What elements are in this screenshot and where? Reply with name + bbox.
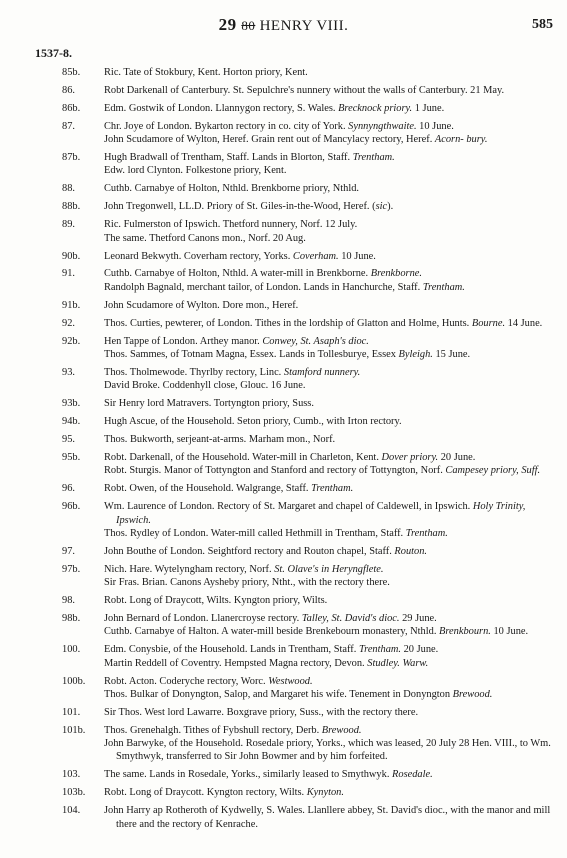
entry-row bbox=[0, 200, 567, 213]
entry-plain-text: Leonard Bekwyth. Coverham rectory, Yorks. bbox=[104, 250, 293, 262]
entry-paragraph bbox=[104, 164, 551, 177]
entry-paragraph bbox=[104, 594, 551, 607]
entry-text bbox=[104, 804, 551, 831]
entry-text bbox=[104, 786, 551, 799]
entry-date: ). bbox=[387, 201, 394, 213]
entry-number: 86b. bbox=[62, 102, 81, 114]
entry-row bbox=[0, 397, 567, 410]
entry-plain-text: Cuthb. Carnabye of Halton. A water-mill beside Brenkebourn monastery, Nthld. bbox=[104, 626, 437, 638]
entry-paragraph bbox=[104, 433, 551, 446]
entry-paragraph bbox=[104, 482, 551, 495]
page-number: 585 bbox=[532, 17, 553, 32]
entry-italic-house: Trentham. bbox=[358, 644, 402, 656]
entry-date: 10 June. bbox=[416, 120, 454, 132]
entry-italic-house: bury. bbox=[466, 134, 488, 146]
entry-date: 29 June. bbox=[399, 613, 437, 624]
entry-text bbox=[104, 335, 551, 348]
entry-plain-text: 28 Hen. VIII., to Wm. Smythwyk, transferred to Sir John Bowmer and by him forfeited. bbox=[116, 738, 551, 763]
entry-text bbox=[104, 200, 551, 213]
entry-row bbox=[0, 563, 567, 576]
entry-row bbox=[0, 675, 567, 688]
entry-paragraph bbox=[104, 625, 551, 638]
entry-number: 88b. bbox=[62, 201, 81, 213]
entry-row bbox=[0, 804, 567, 831]
entry-italic-house: Routon. bbox=[394, 545, 428, 557]
entry-plain-text: Robt. Sturgis. Manor of Tottyngton and Stanford and rectory of Tottyngton, Norf. bbox=[104, 465, 443, 477]
entry-paragraph bbox=[104, 768, 551, 781]
entry-text bbox=[104, 576, 551, 589]
entry-plain-text: Sir Henry lord Matravers. Tortyngton priory, Suss. bbox=[104, 398, 314, 410]
entry-text bbox=[104, 299, 551, 312]
entry-plain-text: Wm. Laurence of London. Rectory of St. Margaret and chapel of Caldewell, in Ipswich. bbox=[104, 501, 471, 513]
entry-text bbox=[104, 281, 551, 294]
entry-text bbox=[104, 612, 551, 625]
entry-row bbox=[0, 657, 567, 670]
entry-row bbox=[0, 299, 567, 312]
entry-row bbox=[0, 737, 567, 764]
entry-italic-house: Rosedale. bbox=[392, 769, 433, 781]
entry-paragraph bbox=[104, 563, 551, 576]
entry-row bbox=[0, 250, 567, 263]
entry-plain-text: the manor and mill there and the rectory of Kenrache. bbox=[116, 805, 551, 830]
entry-row bbox=[0, 84, 567, 97]
entry-date: 1 June. bbox=[412, 102, 445, 114]
entry-number: 95. bbox=[62, 434, 75, 446]
entry-row bbox=[0, 164, 567, 177]
entry-plain-text: Ric. Tate of Stokbury, Kent. Horton priory, Kent. bbox=[104, 67, 308, 78]
entry-text bbox=[104, 594, 551, 607]
entry-number: 87. bbox=[62, 120, 75, 132]
entry-plain-text: Thos. Tholmewode. Thyrlby rectory, Linc. bbox=[104, 366, 284, 378]
entry-paragraph bbox=[104, 366, 551, 379]
entry-plain-text: John Tregonwell, LL.D. Priory of St. Giles-in-the-Wood, Heref. ( bbox=[104, 201, 376, 213]
entry-plain-text: Hen Tappe of London. Arthey manor. bbox=[104, 335, 263, 347]
entry-plain-text: Robt. Acton. Coderyche rectory, Worc. bbox=[104, 675, 269, 687]
entry-italic-house: Brenkbourn. bbox=[439, 626, 491, 638]
entry-italic-house: Talley, St. David's dioc. bbox=[301, 613, 400, 624]
entry-row bbox=[0, 724, 567, 737]
entry-text bbox=[104, 267, 551, 280]
entry-paragraph bbox=[104, 200, 551, 213]
entry-text bbox=[104, 643, 551, 656]
entry-italic-house: Conwey, St. Asaph's dioc. bbox=[262, 335, 369, 347]
entry-row bbox=[0, 482, 567, 495]
entry-row bbox=[0, 464, 567, 477]
entry-paragraph bbox=[104, 545, 551, 558]
reign-stamp-old: 80 bbox=[241, 18, 256, 33]
entry-paragraph bbox=[104, 182, 551, 195]
entry-paragraph bbox=[104, 688, 551, 701]
entry-plain-text: Thos. Bukworth, serjeant-at-arms. Marham mon., Norf. bbox=[104, 434, 336, 446]
entry-number: 98b. bbox=[62, 613, 81, 624]
entry-text bbox=[104, 625, 551, 638]
entry-number: 90b. bbox=[62, 250, 81, 262]
entry-text bbox=[104, 366, 551, 379]
entry-paragraph bbox=[104, 84, 551, 97]
entry-text bbox=[104, 724, 551, 737]
entry-plain-text: The same. Lands in Rosedale, Yorks., similarly leased to Smythwyk. bbox=[104, 769, 393, 781]
entry-paragraph bbox=[104, 66, 551, 79]
entry-paragraph bbox=[104, 120, 551, 133]
entry-number: 96. bbox=[62, 483, 75, 495]
entry-italic-house: Bourne. bbox=[471, 317, 506, 329]
entry-paragraph bbox=[104, 737, 551, 764]
reign-stamp-new: 29 bbox=[218, 15, 237, 34]
entry-number: 92. bbox=[62, 317, 75, 329]
entry-row bbox=[0, 415, 567, 428]
entry-number: 100. bbox=[62, 644, 81, 656]
entry-italic-house: Brewood. bbox=[321, 724, 362, 736]
running-header bbox=[0, 14, 567, 36]
entry-italic-house: Holy Trinity, Ipswich. bbox=[116, 501, 526, 526]
entry-number: 91b. bbox=[62, 299, 81, 311]
entry-plain-text: John Scudamore of Wylton. Dore mon., Heref. bbox=[104, 299, 299, 311]
entry-row bbox=[0, 594, 567, 607]
entry-row bbox=[0, 102, 567, 115]
entry-plain-text: John Bouthe of London. Seightford rectory and Routon chapel, Staff. bbox=[104, 545, 395, 557]
entry-row bbox=[0, 120, 567, 133]
entry-plain-text: The same. Thetford Canons mon., Norf. 20 Aug. bbox=[104, 232, 306, 244]
entry-text bbox=[104, 182, 551, 195]
entry-italic-house: Brewood. bbox=[452, 688, 493, 700]
entry-italic-house: Stamford nunnery. bbox=[283, 366, 361, 378]
entry-paragraph bbox=[104, 804, 551, 831]
entry-text bbox=[104, 688, 551, 701]
entry-plain-text: Robt Darkenall of Canterbury. St. Sepulchre's nunnery without the walls of Canterbury. bbox=[104, 84, 468, 96]
entry-row bbox=[0, 335, 567, 348]
entry-italic-house: sic bbox=[375, 201, 388, 213]
entry-paragraph bbox=[104, 415, 551, 428]
entry-plain-text: Thos. Grenehalgh. Tithes of Fybshull rectory, Derb. bbox=[104, 724, 322, 736]
entry-paragraph bbox=[104, 451, 551, 464]
entry-text bbox=[104, 545, 551, 558]
entry-text bbox=[104, 66, 551, 79]
entry-row bbox=[0, 151, 567, 164]
entry-text bbox=[104, 379, 551, 392]
entry-number: 103. bbox=[62, 769, 81, 781]
entry-text bbox=[104, 397, 551, 410]
entry-row bbox=[0, 612, 567, 625]
entry-paragraph bbox=[104, 397, 551, 410]
entry-text bbox=[104, 706, 551, 719]
entry-number: 103b. bbox=[62, 787, 86, 799]
entry-text bbox=[104, 250, 551, 263]
entry-plain-text: John Bernard of London. Llanercroyse rectory. bbox=[104, 613, 302, 624]
entry-text bbox=[104, 451, 551, 464]
header-title: HENRY VIII. bbox=[259, 18, 349, 34]
entry-italic-house: Campesey priory, Suff. bbox=[445, 465, 541, 477]
entry-plain-text: John Scudamore of Wylton, Heref. Grain rent out of Mancylacy rectory, Heref. bbox=[104, 134, 435, 146]
entry-text bbox=[104, 527, 551, 540]
entry-number: 94b. bbox=[62, 416, 81, 428]
entry-paragraph bbox=[104, 500, 551, 527]
entry-plain-text: Hugh Bradwall of Trentham, Staff. Lands in Blorton, Staff. bbox=[104, 152, 353, 164]
entry-plain-text: Sir Fras. Brian. Canons Aysheby priory, Ntht., with the rectory there. bbox=[104, 577, 390, 589]
entry-plain-text: Thos. Bulkar of Donyngton, Salop, and Margaret his wife. Tenement in Donyngton bbox=[104, 688, 451, 700]
entry-text bbox=[104, 218, 551, 231]
entry-paragraph bbox=[104, 464, 551, 477]
entry-italic-house: Brenkborne. bbox=[370, 268, 422, 280]
entry-row bbox=[0, 66, 567, 79]
entry-number: 89. bbox=[62, 219, 75, 231]
entry-number: 93. bbox=[62, 366, 75, 378]
entry-plain-text: Randolph Bagnald, merchant tailor, of London. Lands in Hanchurche, Staff. bbox=[104, 281, 423, 293]
entry-number: 98. bbox=[62, 595, 75, 607]
entry-number: 88. bbox=[62, 183, 75, 195]
entry-paragraph bbox=[104, 612, 551, 625]
entry-text bbox=[104, 433, 551, 446]
entry-text bbox=[104, 675, 551, 688]
entry-row bbox=[0, 317, 567, 330]
entry-date: 14 June. bbox=[505, 317, 543, 329]
entry-row bbox=[0, 218, 567, 231]
entry-italic-house: Trentham. bbox=[405, 527, 448, 539]
entry-row bbox=[0, 267, 567, 280]
entry-paragraph bbox=[104, 317, 551, 330]
entry-plain-text: Robt. Long of Draycott, Wilts. Kyngton priory, Wilts. bbox=[104, 595, 328, 607]
entry-text bbox=[104, 768, 551, 781]
entry-row bbox=[0, 281, 567, 294]
entry-text bbox=[104, 464, 551, 477]
entry-plain-text: Robt. Owen, of the Household. Walgrange, Staff. bbox=[104, 483, 312, 495]
entry-paragraph bbox=[104, 576, 551, 589]
entry-plain-text: Edw. lord Clynton. Folkestone priory, Kent. bbox=[104, 165, 287, 177]
entry-row bbox=[0, 545, 567, 558]
entry-row bbox=[0, 688, 567, 701]
entry-plain-text: Cuthb. Carnabye of Holton, Nthld. Brenkborne priory, Nthld. bbox=[104, 183, 360, 195]
entry-row bbox=[0, 433, 567, 446]
entry-number: 95b. bbox=[62, 452, 81, 463]
entry-italic-house: Acorn- bbox=[434, 134, 464, 146]
entry-plain-text: Chr. Joye of London. Bykarton rectory in co. city of York. bbox=[104, 120, 349, 132]
entry-text bbox=[104, 120, 551, 133]
entry-paragraph bbox=[104, 151, 551, 164]
entry-plain-text: Thos. Rydley of London. Water-mill called Hethmill in Trentham, Staff. bbox=[104, 527, 406, 539]
entry-number: 101. bbox=[62, 706, 81, 718]
entry-plain-text: Ric. Fulmerston of Ipswich. Thetford nunnery, Norf. 12 July. bbox=[104, 219, 358, 231]
entry-italic-house: Synnyngthwaite. bbox=[348, 120, 417, 132]
entry-list bbox=[0, 66, 567, 831]
entry-row bbox=[0, 625, 567, 638]
entry-text bbox=[104, 482, 551, 495]
entry-paragraph bbox=[104, 232, 551, 245]
entry-plain-text: John Harry ap Rotheroth of Kydwelly, S. Wales. Llanllere abbey, St. David's dioc., with bbox=[104, 805, 469, 817]
entry-italic-house: Studley. Warw. bbox=[367, 657, 429, 669]
entry-italic-house: Coverham. bbox=[292, 250, 339, 262]
entry-paragraph bbox=[104, 675, 551, 688]
entry-row bbox=[0, 576, 567, 589]
entry-text bbox=[104, 164, 551, 177]
entry-paragraph bbox=[104, 218, 551, 231]
entry-number: 96b. bbox=[62, 501, 81, 513]
entry-plain-text: Robt. Darkenall, of the Household. Water-mill in Charleton, Kent. bbox=[104, 452, 382, 463]
entry-row bbox=[0, 348, 567, 361]
entry-plain-text: Sir Thos. West lord Lawarre. Boxgrave priory, Suss., with the rectory there. bbox=[104, 706, 419, 718]
entry-row bbox=[0, 366, 567, 379]
entry-paragraph bbox=[104, 335, 551, 348]
entry-text bbox=[104, 151, 551, 164]
entry-paragraph bbox=[104, 348, 551, 361]
entry-text bbox=[104, 737, 551, 764]
entry-italic-house: Westwood. bbox=[268, 675, 313, 687]
entry-italic-house: Trentham. bbox=[422, 281, 465, 293]
entry-paragraph bbox=[104, 267, 551, 280]
entry-row bbox=[0, 706, 567, 719]
entry-date: 15 June. bbox=[432, 348, 471, 360]
entry-paragraph bbox=[104, 657, 551, 670]
entry-plain-text: Edm. Conysbie, of the Household. Lands in Trentham, Staff. bbox=[104, 644, 359, 656]
entry-row bbox=[0, 182, 567, 195]
entry-number: 97b. bbox=[62, 563, 81, 575]
year-heading: 1537-8. bbox=[35, 46, 72, 60]
entry-row bbox=[0, 232, 567, 245]
entry-number: 93b. bbox=[62, 398, 81, 410]
entry-row bbox=[0, 500, 567, 527]
entry-plain-text: Martin Reddell of Coventry. Hempsted Magna rectory, Devon. bbox=[104, 657, 368, 669]
entry-text bbox=[104, 84, 551, 97]
entry-paragraph bbox=[104, 706, 551, 719]
entry-italic-house: Trentham. bbox=[311, 483, 354, 495]
entry-number: 85b. bbox=[62, 67, 81, 78]
entry-paragraph bbox=[104, 379, 551, 392]
entry-paragraph bbox=[104, 102, 551, 115]
entry-date: 20 June. bbox=[401, 644, 439, 656]
entry-plain-text: Thos. Curties, pewterer, of London. Tithes in the lordship of Glatton and Holme, Hunts. bbox=[104, 317, 470, 329]
entry-row bbox=[0, 133, 567, 146]
entry-text bbox=[104, 500, 551, 527]
entry-text bbox=[104, 133, 551, 146]
entry-row bbox=[0, 643, 567, 656]
header-title-block bbox=[0, 14, 567, 37]
entry-date: 10 June. bbox=[490, 626, 529, 638]
entry-italic-house: Kynyton. bbox=[306, 787, 344, 799]
entry-plain-text: Hugh Ascue, of the Household. Seton priory, Cumb., with Irton rectory. bbox=[104, 416, 402, 428]
entry-row bbox=[0, 527, 567, 540]
entry-plain-text: Edm. Gostwik of London. Llannygon rectory, S. Wales. bbox=[104, 102, 339, 114]
entry-paragraph bbox=[104, 643, 551, 656]
entry-italic-house: St. Olave's in Heryngflete. bbox=[274, 563, 384, 575]
entry-paragraph bbox=[104, 786, 551, 799]
entry-number: 101b. bbox=[62, 724, 86, 736]
entry-number: 86. bbox=[62, 84, 75, 96]
entry-italic-house: Brecknock priory. bbox=[338, 102, 413, 114]
entry-plain-text: Cuthb. Carnabye of Holton, Nthld. A water-mill in Brenkborne. bbox=[104, 268, 371, 280]
entry-row bbox=[0, 768, 567, 781]
entry-paragraph bbox=[104, 299, 551, 312]
entry-italic-house: Trentham. bbox=[352, 152, 395, 164]
entry-paragraph bbox=[104, 281, 551, 294]
entry-paragraph bbox=[104, 724, 551, 737]
entry-text bbox=[104, 232, 551, 245]
entry-paragraph bbox=[104, 133, 551, 146]
entry-plain-text: Nich. Hare. Wytelyngham rectory, Norf. bbox=[104, 563, 275, 575]
entry-plain-text: 21 May. bbox=[470, 84, 505, 96]
entry-number: 100b. bbox=[62, 675, 86, 687]
entry-text bbox=[104, 563, 551, 576]
entry-text bbox=[104, 317, 551, 330]
entry-plain-text: David Broke. Coddenhyll close, Glouc. 16 June. bbox=[104, 380, 306, 392]
entry-text bbox=[104, 415, 551, 428]
entry-plain-text: Thos. Sammes, of Totnam Magna, Essex. Lands in Tollesburye, Essex bbox=[104, 348, 399, 360]
entry-number: 91. bbox=[62, 268, 75, 280]
entry-text bbox=[104, 102, 551, 115]
entry-plain-text: Robt. Long of Draycott. Kyngton rectory, Wilts. bbox=[104, 787, 307, 799]
entry-number: 92b. bbox=[62, 335, 81, 347]
entry-number: 97. bbox=[62, 545, 75, 557]
entry-row bbox=[0, 451, 567, 464]
entry-plain-text: 20 June. bbox=[440, 452, 476, 463]
entry-row bbox=[0, 786, 567, 799]
entry-row bbox=[0, 379, 567, 392]
entry-text bbox=[104, 348, 551, 361]
entry-italic-house: Dover priory. bbox=[381, 452, 439, 463]
entry-italic-house: Byleigh. bbox=[398, 348, 433, 360]
entry-number: 104. bbox=[62, 805, 81, 817]
reign-stamp bbox=[219, 15, 256, 34]
entry-text bbox=[104, 657, 551, 670]
entry-date: 10 June. bbox=[338, 250, 376, 262]
entry-paragraph bbox=[104, 527, 551, 540]
entry-number: 87b. bbox=[62, 152, 81, 164]
entry-plain-text: John Barwyke, of the Household. Rosedale priory, Yorks., which was leased, 20 July bbox=[104, 738, 457, 750]
entry-paragraph bbox=[104, 250, 551, 263]
